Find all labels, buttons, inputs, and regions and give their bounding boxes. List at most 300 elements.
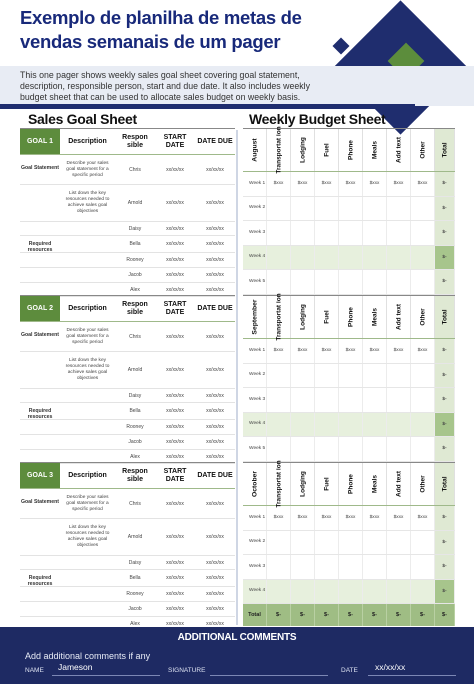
col-date-due: DATE DUE <box>197 137 233 145</box>
table-row <box>20 222 235 236</box>
budget-cell[interactable] <box>387 531 411 555</box>
start-date-cell[interactable]: xx/xx/xx <box>166 408 184 414</box>
budget-cell[interactable] <box>411 413 435 437</box>
budget-cell[interactable] <box>339 531 363 555</box>
budget-cell[interactable] <box>267 555 291 579</box>
row-total-cell: $- <box>435 506 455 530</box>
responsible-cell[interactable]: Chris <box>129 166 141 173</box>
budget-column-header <box>315 463 339 505</box>
budget-cell[interactable]: $xxx <box>315 506 339 530</box>
description-cell[interactable] <box>60 556 115 569</box>
budget-cell[interactable]: $xxx <box>411 172 435 196</box>
goal-table <box>20 462 235 631</box>
row-label-cell <box>20 268 60 282</box>
table-row <box>243 221 455 246</box>
column-label: Add text <box>395 137 402 163</box>
budget-cell[interactable]: $xxx <box>339 172 363 196</box>
budget-cell[interactable] <box>315 246 339 270</box>
responsible-cell[interactable]: Jacob <box>128 439 142 445</box>
column-label: Meals <box>371 307 378 327</box>
table-row <box>243 246 455 271</box>
budget-cell[interactable]: $xxx <box>315 339 339 363</box>
budget-column-header <box>411 296 435 338</box>
budget-column-header <box>315 296 339 338</box>
name-label: NAME <box>25 667 44 674</box>
goal-label: GOAL 3 <box>20 463 60 488</box>
total-cell: $- <box>387 604 411 626</box>
start-date-cell[interactable]: xx/xx/xx <box>166 591 184 597</box>
row-label-cell <box>20 420 60 434</box>
budget-cell[interactable] <box>267 197 291 221</box>
table-row <box>243 172 455 197</box>
row-label-cell <box>20 185 60 221</box>
description-cell[interactable]: List down the key resources needed to achieve sales goal objectives <box>65 525 110 548</box>
responsible-cell[interactable]: Chris <box>129 333 141 340</box>
column-label: Meals <box>371 474 378 494</box>
row-total-cell: $- <box>435 388 455 412</box>
responsible-cell[interactable]: Jacob <box>128 272 142 278</box>
budget-cell[interactable] <box>267 364 291 388</box>
budget-column-header <box>363 129 387 171</box>
start-date-cell[interactable]: xx/xx/xx <box>166 241 184 247</box>
week-label: Week 2 <box>243 197 267 221</box>
table-row <box>243 388 455 413</box>
column-label: Other <box>419 308 426 326</box>
budget-cell[interactable] <box>315 437 339 461</box>
row-label-cell <box>20 587 60 601</box>
responsible-cell[interactable]: Alex <box>130 620 140 627</box>
budget-cell[interactable] <box>315 270 339 294</box>
column-label: Lodging <box>299 137 306 163</box>
description-cell[interactable] <box>60 587 115 601</box>
budget-cell[interactable] <box>411 221 435 245</box>
signature-label: SIGNATURE <box>168 667 206 674</box>
budget-cell[interactable] <box>291 388 315 412</box>
budget-cell[interactable] <box>267 580 291 604</box>
budget-cell[interactable] <box>411 364 435 388</box>
budget-cell[interactable] <box>387 364 411 388</box>
budget-cell[interactable]: $xxx <box>411 506 435 530</box>
budget-cell[interactable] <box>267 531 291 555</box>
start-date-cell[interactable]: xx/xx/xx <box>166 453 184 460</box>
responsible-cell[interactable]: Rooney <box>126 591 144 597</box>
budget-cell[interactable] <box>411 580 435 604</box>
budget-cell[interactable]: $xxx <box>267 339 291 363</box>
budget-cell[interactable] <box>411 437 435 461</box>
responsible-cell[interactable]: Bella <box>129 575 141 581</box>
table-row <box>243 437 455 462</box>
budget-cell[interactable]: $xxx <box>291 339 315 363</box>
responsible-cell[interactable]: Alex <box>130 453 140 460</box>
budget-cell[interactable] <box>339 388 363 412</box>
budget-cell[interactable] <box>339 246 363 270</box>
budget-cell[interactable] <box>363 388 387 412</box>
column-label: Add text <box>395 471 402 497</box>
due-date-cell[interactable]: xx/xx/xx <box>206 241 224 247</box>
goal-header <box>20 296 235 322</box>
budget-cell[interactable] <box>363 246 387 270</box>
start-date-cell[interactable]: xx/xx/xx <box>166 367 184 373</box>
start-date-cell[interactable]: xx/xx/xx <box>166 559 184 566</box>
budget-cell[interactable] <box>339 197 363 221</box>
budget-cell[interactable] <box>291 221 315 245</box>
row-total-cell: $- <box>435 413 455 437</box>
column-label: Meals <box>371 140 378 160</box>
table-row <box>243 506 455 531</box>
budget-cell[interactable] <box>267 413 291 437</box>
budget-cell[interactable] <box>387 580 411 604</box>
month-name: August <box>251 138 258 162</box>
budget-column-header <box>411 463 435 505</box>
budget-cell[interactable]: $xxx <box>363 172 387 196</box>
budget-column-header <box>339 296 363 338</box>
budget-cell[interactable] <box>267 270 291 294</box>
table-row <box>243 270 455 295</box>
required-resources-label: Required resources <box>27 408 53 420</box>
start-date-cell[interactable]: xx/xx/xx <box>166 439 184 445</box>
week-label: Week 1 <box>243 339 267 363</box>
responsible-cell[interactable]: Bella <box>129 408 141 414</box>
week-label: Week 3 <box>243 221 267 245</box>
budget-cell[interactable] <box>267 437 291 461</box>
column-divider <box>236 130 238 625</box>
budget-cell[interactable] <box>339 221 363 245</box>
col-responsible: Respon sible <box>122 300 148 316</box>
due-date-cell[interactable]: xx/xx/xx <box>206 333 224 340</box>
table-row <box>20 435 235 450</box>
row-total-cell: $- <box>435 437 455 461</box>
table-row <box>20 420 235 435</box>
budget-cell[interactable]: $xxx <box>387 172 411 196</box>
budget-cell[interactable]: $xxx <box>339 339 363 363</box>
budget-cell[interactable] <box>315 531 339 555</box>
budget-column-header <box>291 296 315 338</box>
budget-cell[interactable] <box>339 437 363 461</box>
row-label-cell <box>20 389 60 402</box>
goal-statement-label: Goal Statement <box>20 332 60 338</box>
goal-table <box>20 128 235 297</box>
due-date-cell[interactable]: xx/xx/xx <box>206 575 224 581</box>
start-date-cell[interactable]: xx/xx/xx <box>166 534 184 540</box>
responsible-cell[interactable]: Jacob <box>128 606 142 612</box>
table-row <box>20 587 235 602</box>
row-total-cell: $- <box>435 339 455 363</box>
goal-table <box>20 295 235 464</box>
budget-cell[interactable] <box>315 364 339 388</box>
week-label: Week 4 <box>243 580 267 604</box>
col-date-due: DATE DUE <box>197 304 233 312</box>
budget-column-header <box>363 296 387 338</box>
budget-column-header <box>267 126 291 174</box>
start-date-cell[interactable]: xx/xx/xx <box>166 575 184 581</box>
budget-cell[interactable] <box>363 413 387 437</box>
responsible-cell[interactable]: Arnold <box>127 200 143 206</box>
start-date-cell[interactable]: xx/xx/xx <box>166 333 184 340</box>
row-total-cell: $- <box>435 580 455 604</box>
start-date-cell[interactable]: xx/xx/xx <box>166 392 184 399</box>
due-date-cell[interactable]: xx/xx/xx <box>206 392 224 399</box>
budget-cell[interactable] <box>411 246 435 270</box>
budget-cell[interactable]: $xxx <box>291 506 315 530</box>
column-label: Fuel <box>323 477 330 491</box>
budget-cell[interactable] <box>315 580 339 604</box>
row-total-cell: $- <box>435 364 455 388</box>
due-date-cell[interactable]: xx/xx/xx <box>206 439 224 445</box>
budget-cell[interactable] <box>339 555 363 579</box>
budget-cell[interactable] <box>291 197 315 221</box>
week-label: Week 5 <box>243 437 267 461</box>
table-row <box>243 364 455 389</box>
start-date-cell[interactable]: xx/xx/xx <box>166 424 184 430</box>
responsible-cell[interactable]: Daisy <box>128 392 142 399</box>
due-date-cell[interactable]: xx/xx/xx <box>206 286 224 293</box>
due-date-cell[interactable]: xx/xx/xx <box>206 591 224 597</box>
budget-column-header <box>267 460 291 508</box>
month-header <box>243 129 267 171</box>
due-date-cell[interactable]: xx/xx/xx <box>206 166 224 173</box>
row-label-cell <box>20 602 60 616</box>
budget-cell[interactable] <box>363 221 387 245</box>
description-cell[interactable] <box>60 389 115 402</box>
budget-cell[interactable] <box>267 221 291 245</box>
start-date-cell[interactable]: xx/xx/xx <box>166 257 184 263</box>
budget-cell[interactable] <box>411 197 435 221</box>
column-label: Lodging <box>299 471 306 497</box>
column-label: Fuel <box>323 310 330 324</box>
responsible-cell[interactable]: Bella <box>129 241 141 247</box>
description-cell[interactable] <box>60 403 115 419</box>
budget-cell[interactable] <box>315 221 339 245</box>
date-value[interactable]: xx/xx/xx <box>375 662 406 672</box>
budget-column-header <box>435 296 455 338</box>
due-date-cell[interactable]: xx/xx/xx <box>206 453 224 460</box>
responsible-cell[interactable]: Arnold <box>127 534 143 540</box>
budget-cell[interactable] <box>387 246 411 270</box>
description-cell[interactable] <box>60 222 115 235</box>
budget-column-header <box>387 129 411 171</box>
week-label: Week 1 <box>243 172 267 196</box>
budget-cell[interactable] <box>315 197 339 221</box>
date-label: DATE <box>341 667 358 674</box>
budget-cell[interactable] <box>411 531 435 555</box>
budget-cell[interactable] <box>339 270 363 294</box>
week-label: Week 5 <box>243 270 267 294</box>
due-date-cell[interactable]: xx/xx/xx <box>206 408 224 414</box>
row-total-cell: $- <box>435 221 455 245</box>
table-row <box>243 339 455 364</box>
budget-cell[interactable] <box>339 364 363 388</box>
start-date-cell[interactable]: xx/xx/xx <box>166 606 184 612</box>
week-label: Week 3 <box>243 388 267 412</box>
description-cell[interactable]: List down the key resources needed to achieve sales goal objectives <box>65 358 110 381</box>
budget-cell[interactable] <box>387 388 411 412</box>
budget-cell[interactable] <box>363 364 387 388</box>
budget-column-header <box>291 129 315 171</box>
budget-cell[interactable] <box>411 555 435 579</box>
budget-cell[interactable] <box>363 531 387 555</box>
description-cell[interactable] <box>60 570 115 586</box>
column-label: Fuel <box>323 143 330 157</box>
goal-statement-label: Goal Statement <box>20 165 60 171</box>
start-date-cell[interactable]: xx/xx/xx <box>166 286 184 293</box>
budget-cell[interactable] <box>363 580 387 604</box>
due-date-cell[interactable]: xx/xx/xx <box>206 606 224 612</box>
description-cell[interactable]: Describe your sales goal statement for a specific period <box>66 494 109 512</box>
budget-column-header <box>411 129 435 171</box>
budget-cell[interactable] <box>291 246 315 270</box>
responsible-cell[interactable]: Rooney <box>126 257 144 263</box>
footer-comment[interactable]: Add additional comments if any <box>25 651 151 661</box>
budget-cell[interactable] <box>291 580 315 604</box>
goal-label: GOAL 1 <box>20 129 60 154</box>
due-date-cell[interactable]: xx/xx/xx <box>206 559 224 566</box>
budget-cell[interactable] <box>363 437 387 461</box>
start-date-cell[interactable]: xx/xx/xx <box>166 272 184 278</box>
goal-label: GOAL 2 <box>20 296 60 321</box>
row-total-cell: $- <box>435 172 455 196</box>
budget-cell[interactable] <box>411 270 435 294</box>
budget-cell[interactable]: $xxx <box>339 506 363 530</box>
budget-cell[interactable] <box>267 246 291 270</box>
due-date-cell[interactable]: xx/xx/xx <box>206 534 224 540</box>
budget-cell[interactable]: $xxx <box>363 506 387 530</box>
week-label: Week 1 <box>243 506 267 530</box>
description-cell[interactable]: Describe your sales goal statement for a specific period <box>66 160 109 178</box>
description-cell[interactable]: Describe your sales goal statement for a specific period <box>66 327 109 345</box>
table-row <box>243 580 455 605</box>
description-cell[interactable] <box>60 420 115 434</box>
budget-cell[interactable]: $xxx <box>387 506 411 530</box>
budget-cell[interactable] <box>315 555 339 579</box>
budget-cell[interactable] <box>339 580 363 604</box>
description-cell[interactable] <box>60 435 115 449</box>
week-label: Week 4 <box>243 246 267 270</box>
responsible-cell[interactable]: Arnold <box>127 367 143 373</box>
budget-cell[interactable] <box>387 197 411 221</box>
name-value[interactable]: Jameson <box>58 662 93 672</box>
budget-cell[interactable] <box>291 555 315 579</box>
budget-cell[interactable] <box>291 270 315 294</box>
budget-cell[interactable] <box>411 388 435 412</box>
due-date-cell[interactable]: xx/xx/xx <box>206 620 224 627</box>
table-row <box>243 555 455 580</box>
budget-cell[interactable] <box>315 413 339 437</box>
month-header <box>243 296 267 338</box>
start-date-cell[interactable]: xx/xx/xx <box>166 620 184 627</box>
total-label: Total <box>243 604 267 626</box>
column-label: Other <box>419 141 426 159</box>
month-header <box>243 463 267 505</box>
column-label: Other <box>419 475 426 493</box>
responsible-cell[interactable]: Daisy <box>128 225 142 232</box>
budget-cell[interactable] <box>387 221 411 245</box>
budget-cell[interactable] <box>291 437 315 461</box>
start-date-cell[interactable]: xx/xx/xx <box>166 166 184 173</box>
budget-column-header <box>339 129 363 171</box>
budget-cell[interactable] <box>363 270 387 294</box>
total-cell: $- <box>315 604 339 626</box>
budget-cell[interactable]: $xxx <box>387 339 411 363</box>
budget-header <box>243 128 455 172</box>
start-date-cell[interactable]: xx/xx/xx <box>166 225 184 232</box>
header-divider <box>0 104 415 109</box>
goal-statement-label: Goal Statement <box>20 499 60 505</box>
budget-cell[interactable] <box>291 531 315 555</box>
budget-cell[interactable]: $xxx <box>411 339 435 363</box>
budget-cell[interactable] <box>315 388 339 412</box>
goal-header <box>20 463 235 489</box>
responsible-cell[interactable]: Alex <box>130 286 140 293</box>
description-cell[interactable] <box>60 268 115 282</box>
signature-line[interactable] <box>210 675 328 676</box>
due-date-cell[interactable]: xx/xx/xx <box>206 200 224 206</box>
description-cell[interactable] <box>60 236 115 252</box>
due-date-cell[interactable]: xx/xx/xx <box>206 272 224 278</box>
budget-column-header <box>363 463 387 505</box>
budget-cell[interactable] <box>291 364 315 388</box>
budget-cell[interactable] <box>339 413 363 437</box>
col-start-date: START DATE <box>163 133 187 149</box>
description-cell[interactable] <box>60 602 115 616</box>
due-date-cell[interactable]: xx/xx/xx <box>206 367 224 373</box>
due-date-cell[interactable]: xx/xx/xx <box>206 424 224 430</box>
budget-cell[interactable]: $xxx <box>267 506 291 530</box>
row-label-cell <box>20 435 60 449</box>
goal-body <box>20 155 235 297</box>
col-start-date: START DATE <box>163 300 187 316</box>
budget-cell[interactable]: $xxx <box>363 339 387 363</box>
total-cell: $- <box>363 604 387 626</box>
responsible-cell[interactable]: Chris <box>129 500 141 507</box>
due-date-cell[interactable]: xx/xx/xx <box>206 257 224 263</box>
start-date-cell[interactable]: xx/xx/xx <box>166 500 184 507</box>
row-total-cell: $- <box>435 531 455 555</box>
budget-column-header <box>291 463 315 505</box>
due-date-cell[interactable]: xx/xx/xx <box>206 225 224 232</box>
budget-cell[interactable] <box>267 388 291 412</box>
table-row <box>243 413 455 438</box>
col-start-date: START DATE <box>163 467 187 483</box>
row-total-cell: $- <box>435 197 455 221</box>
additional-comments-footer <box>0 627 474 684</box>
grand-total-cell: $- <box>435 604 455 626</box>
budget-column-header <box>387 296 411 338</box>
total-cell: $- <box>411 604 435 626</box>
start-date-cell[interactable]: xx/xx/xx <box>166 200 184 206</box>
budget-cell[interactable] <box>363 555 387 579</box>
table-row <box>20 389 235 403</box>
budget-cell[interactable]: $xxx <box>315 172 339 196</box>
budget-cell[interactable] <box>387 413 411 437</box>
responsible-cell[interactable]: Rooney <box>126 424 144 430</box>
budget-heading: Weekly Budget Sheet <box>249 111 386 127</box>
budget-cell[interactable] <box>387 437 411 461</box>
budget-cell[interactable]: $xxx <box>267 172 291 196</box>
description-cell[interactable]: List down the key resources needed to achieve sales goal objectives <box>65 191 110 214</box>
budget-column-header <box>339 463 363 505</box>
week-label: Week 4 <box>243 413 267 437</box>
description-cell[interactable] <box>60 253 115 267</box>
budget-column-header <box>435 463 455 505</box>
responsible-cell[interactable]: Daisy <box>128 559 142 566</box>
budget-cell[interactable] <box>387 555 411 579</box>
budget-cell[interactable]: $xxx <box>291 172 315 196</box>
required-resources-label: Required resources <box>27 241 53 253</box>
due-date-cell[interactable]: xx/xx/xx <box>206 500 224 507</box>
budget-cell[interactable] <box>387 270 411 294</box>
budget-cell[interactable] <box>363 197 387 221</box>
budget-cell[interactable] <box>291 413 315 437</box>
